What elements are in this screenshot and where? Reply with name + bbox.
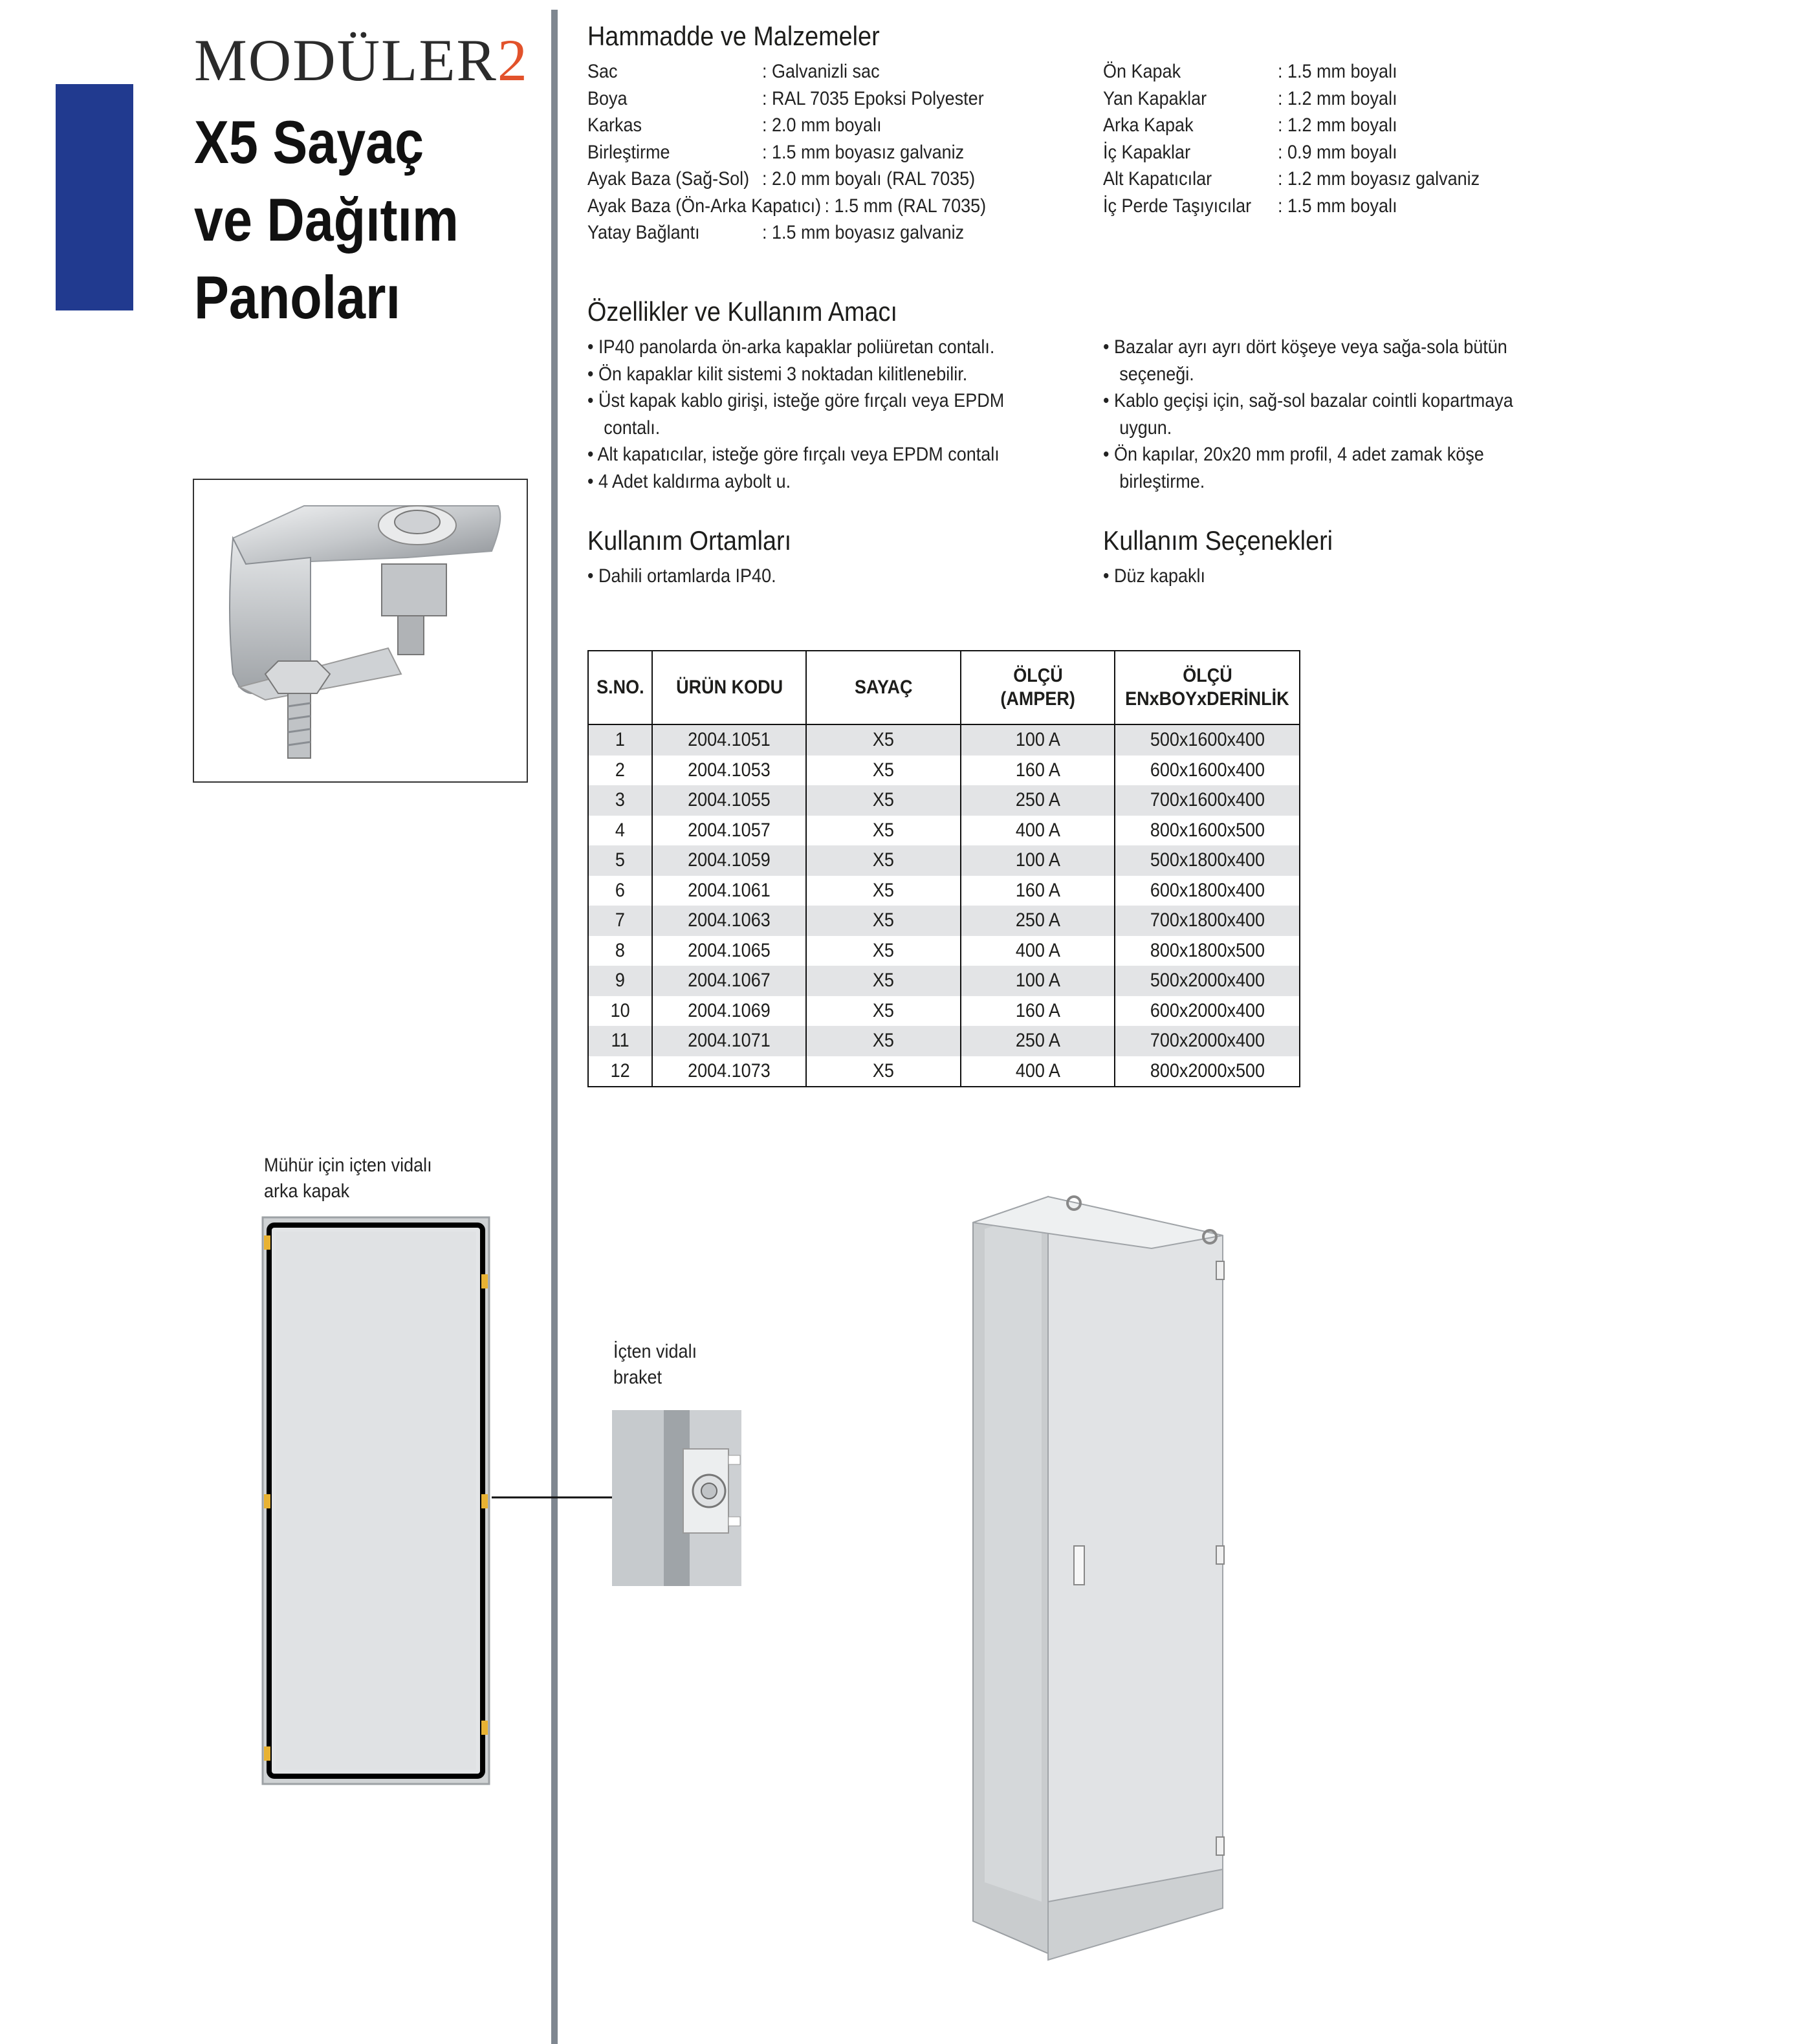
table-cell: X5: [806, 936, 960, 966]
page-title: X5 Sayaç ve Dağıtım Panoları: [194, 108, 459, 331]
column-divider: [551, 10, 558, 2044]
table-row: [589, 816, 1299, 846]
col-header-ampere: ÖLÇÜ (AMPER): [961, 651, 1115, 724]
environments-list: [587, 563, 776, 590]
features-left-list: [587, 334, 1042, 495]
table-cell: 8: [589, 936, 652, 966]
list-item: • Üst kapak kablo girişi, isteğe göre fırçalı veya EPDM contalı.: [587, 390, 1005, 439]
table-cell: 600x1600x400: [1150, 759, 1265, 781]
col-header-sno: S.NO.: [589, 651, 652, 724]
bracket-image: [193, 479, 528, 783]
table-row: [589, 996, 1299, 1027]
back-cover-caption: Mühür için içten vidalı arka kapak: [264, 1155, 432, 1202]
table-cell: 12: [589, 1056, 652, 1087]
table-cell: 400 A: [961, 936, 1115, 966]
material-row: Ayak Baza (Sağ-Sol) : 2.0 mm boyalı (RAL 7035): [587, 168, 976, 190]
list-item: • Bazalar ayrı ayrı dört köşeye veya sağa-sola bütün seçeneği.: [1103, 336, 1507, 385]
list-item: • Ön kapılar, 20x20 mm profil, 4 adet zamak köşe birleştirme.: [1103, 444, 1484, 492]
material-row: Sac : Galvanizli sac: [587, 61, 880, 82]
material-row: Ayak Baza (Ön-Arka Kapatıcı) : 1.5 mm (RAL 7035): [587, 195, 987, 217]
table-cell: 700x1600x400: [1115, 785, 1299, 816]
col-header-meter: SAYAÇ: [806, 651, 960, 724]
material-row: Boya : RAL 7035 Epoksi Polyester: [587, 87, 984, 109]
table-cell: X5: [806, 816, 960, 846]
materials-right-list: [1103, 58, 1480, 219]
table-cell: 2004.1055: [652, 785, 807, 816]
table-row: [589, 936, 1299, 966]
table-cell: X5: [806, 876, 960, 906]
list-item: • Alt kapatıcılar, isteğe göre fırçalı veya EPDM contalı: [587, 444, 1000, 465]
material-row: İç Perde Taşıyıcılar : 1.5 mm boyalı: [1103, 195, 1397, 217]
table-row: [589, 845, 1299, 876]
table-cell: 2004.1069: [652, 996, 807, 1027]
materials-heading: Hammadde ve Malzemeler: [587, 21, 880, 51]
table-cell: 400 A: [961, 816, 1115, 846]
list-item: • 4 Adet kaldırma aybolt u.: [587, 470, 791, 492]
table-cell: 7: [589, 906, 652, 936]
table-cell: 700x1800x400: [1115, 906, 1299, 936]
table-cell: 2004.1071: [652, 1026, 807, 1056]
material-row: Arka Kapak : 1.2 mm boyalı: [1103, 114, 1397, 136]
table-row: [589, 1056, 1299, 1087]
table-cell: 2004.1053: [652, 756, 807, 786]
table-row: [589, 1026, 1299, 1056]
features-right-list: [1103, 334, 1528, 495]
table-cell: 6: [589, 876, 652, 906]
back-cover-image: [261, 1216, 494, 1785]
table-cell: 9: [589, 966, 652, 996]
table-cell: 11: [589, 1026, 652, 1056]
table-cell: X5: [806, 996, 960, 1027]
material-row: Yan Kapaklar : 1.2 mm boyalı: [1103, 87, 1397, 109]
table-cell: 500x2000x400: [1115, 966, 1299, 996]
table-cell: 5: [589, 845, 652, 876]
table-cell: 2: [589, 756, 652, 786]
table-cell: X5: [806, 756, 960, 786]
list-item: • IP40 panolarda ön-arka kapaklar poliüretan contalı.: [587, 336, 995, 358]
environments-heading: Kullanım Ortamları: [587, 525, 792, 556]
list-item: • Kablo geçişi için, sağ-sol bazalar cointli kopartmaya uygun.: [1103, 390, 1513, 439]
material-row: Ön Kapak : 1.5 mm boyalı: [1103, 61, 1397, 82]
bracket-caption: İçten vidalı braket: [613, 1341, 697, 1388]
brand-logo: MODÜLER2: [194, 27, 529, 93]
material-row: İç Kapaklar : 0.9 mm boyalı: [1103, 141, 1397, 163]
list-item: • Düz kapaklı: [1103, 565, 1206, 587]
table-cell: 700x2000x400: [1115, 1026, 1299, 1056]
table-row: [589, 756, 1299, 786]
list-item: • Dahili ortamlarda IP40.: [587, 565, 776, 587]
brand-color-bar: [56, 84, 133, 310]
material-row: Alt Kapatıcılar : 1.2 mm boyasız galvaniz: [1103, 168, 1480, 190]
material-row: Karkas : 2.0 mm boyalı: [587, 114, 882, 136]
table-cell: 800x1600x500: [1150, 819, 1265, 841]
table-cell: 500x1600x400: [1115, 724, 1299, 756]
table-cell: 160 A: [961, 756, 1115, 786]
table-cell: X5: [806, 1026, 960, 1056]
product-table: [587, 650, 1300, 1087]
features-heading: Özellikler ve Kullanım Amacı: [587, 296, 897, 327]
table-cell: 10: [589, 996, 652, 1027]
table-cell: 2004.1061: [652, 876, 807, 906]
table-cell: X5: [806, 785, 960, 816]
table-cell: 500x1800x400: [1115, 845, 1299, 876]
table-cell: 2004.1059: [652, 845, 807, 876]
table-header-row: [589, 651, 1299, 724]
table-cell: 800x1800x500: [1150, 939, 1265, 961]
table-cell: 600x2000x400: [1150, 999, 1265, 1021]
table-cell: 1: [589, 724, 652, 756]
table-row: [589, 785, 1299, 816]
list-item: • Ön kapaklar kilit sistemi 3 noktadan kilitlenebilir.: [587, 363, 968, 385]
table-cell: 4: [589, 816, 652, 846]
table-cell: X5: [806, 966, 960, 996]
material-row: Birleştirme : 1.5 mm boyasız galvaniz: [587, 141, 965, 163]
material-row: Yatay Bağlantı : 1.5 mm boyasız galvaniz: [587, 222, 965, 243]
table-cell: 2004.1067: [652, 966, 807, 996]
table-cell: 2004.1065: [652, 936, 807, 966]
table-cell: 2004.1073: [652, 1056, 807, 1087]
table-row: [589, 906, 1299, 936]
cabinet-image: [970, 1184, 1242, 1966]
table-cell: 160 A: [961, 996, 1115, 1027]
bracket-detail-image: [612, 1410, 741, 1586]
options-list: [1103, 563, 1205, 590]
options-heading: Kullanım Seçenekleri: [1103, 525, 1333, 556]
table-row: [589, 724, 1299, 756]
table-cell: 800x2000x500: [1150, 1060, 1265, 1082]
table-cell: 400 A: [961, 1056, 1115, 1087]
col-header-dimensions: ÖLÇÜ ENxBOYxDERİNLİK: [1115, 651, 1299, 724]
table-row: [589, 966, 1299, 996]
table-cell: 100 A: [961, 845, 1115, 876]
table-cell: 250 A: [961, 785, 1115, 816]
table-cell: 2004.1051: [652, 724, 807, 756]
table-cell: 2004.1063: [652, 906, 807, 936]
table-cell: 160 A: [961, 876, 1115, 906]
table-cell: 250 A: [961, 1026, 1115, 1056]
table-cell: X5: [806, 906, 960, 936]
table-cell: 600x1800x400: [1150, 879, 1265, 901]
table-cell: 250 A: [961, 906, 1115, 936]
table-cell: X5: [806, 724, 960, 756]
table-cell: 100 A: [961, 724, 1115, 756]
col-header-code: ÜRÜN KODU: [652, 651, 807, 724]
table-cell: X5: [806, 1056, 960, 1087]
table-row: [589, 876, 1299, 906]
table-cell: X5: [806, 845, 960, 876]
materials-left-list: [587, 58, 986, 246]
table-cell: 3: [589, 785, 652, 816]
table-cell: 100 A: [961, 966, 1115, 996]
table-cell: 2004.1057: [652, 816, 807, 846]
